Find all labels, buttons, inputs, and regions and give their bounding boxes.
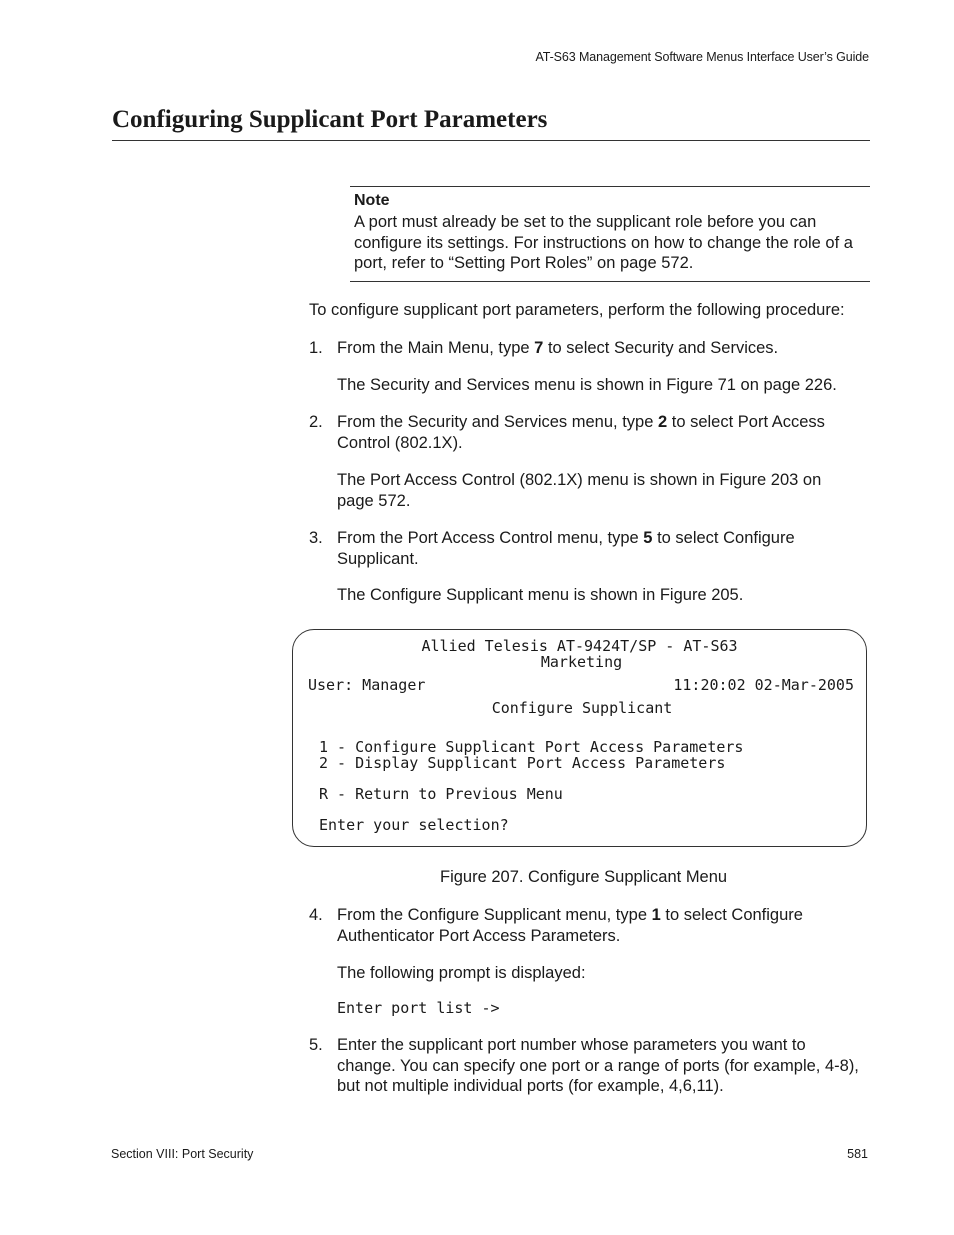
terminal-return-option: R - Return to Previous Menu xyxy=(319,785,563,803)
step-key: 1 xyxy=(651,906,661,924)
terminal-user: User: Manager xyxy=(308,676,426,694)
footer-section: Section VIII: Port Security xyxy=(111,1147,254,1161)
terminal-menu-option-2: 2 - Display Supplicant Port Access Parameters xyxy=(319,754,726,772)
terminal-prompt: Enter your selection? xyxy=(319,816,509,834)
step-key: 5 xyxy=(643,529,653,547)
intro-text: To configure supplicant port parameters, perform the following procedure: xyxy=(309,301,845,319)
step-key: 2 xyxy=(657,413,668,431)
step-text: From the Configure Supplicant menu, type 1 to select Configure Authenticator Port Access Parameters. xyxy=(337,906,803,945)
terminal-product-line: Allied Telesis AT-9424T/SP - AT-S63 xyxy=(421,637,738,655)
terminal-system-name: Marketing xyxy=(540,653,623,671)
note-text: A port must already be set to the supplicant role before you can configure its settings. For instructions on how to change the role of a port, refer to “Setting Port Roles” on page 572. xyxy=(354,213,853,272)
footer-page-number: 581 xyxy=(847,1147,868,1161)
terminal-timestamp: 11:20:02 02-Mar-2005 xyxy=(673,676,854,694)
running-header: AT-S63 Management Software Menus Interface User’s Guide xyxy=(535,50,869,64)
step-followup: The Security and Services menu is shown in Figure 71 on page 226. xyxy=(337,376,837,394)
step-followup: The Port Access Control (802.1X) menu is shown in Figure 203 on page 572. xyxy=(337,471,822,510)
step-text: From the Security and Services menu, type 2 to select Port Access Control (802.1X). xyxy=(337,413,825,452)
step-text: From the Main Menu, type 7 to select Security and Services. xyxy=(337,339,779,357)
title-rule xyxy=(112,140,870,141)
note-label: Note xyxy=(354,192,390,209)
section-title: Configuring Supplicant Port Parameters xyxy=(112,106,548,133)
step-followup: The Configure Supplicant menu is shown in Figure 205. xyxy=(337,586,744,604)
step-followup: The following prompt is displayed: xyxy=(337,964,586,982)
terminal-menu-option-1: 1 - Configure Supplicant Port Access Parameters xyxy=(319,738,744,756)
step-number: 4. xyxy=(309,906,323,924)
step-number: 5. xyxy=(309,1036,323,1054)
note-box xyxy=(350,186,870,282)
step-text: Enter the supplicant port number whose parameters you want to change. You can specify one port or a range of ports (for example, 4-8), but not multiple individual ports (for example, 4,6,11). xyxy=(337,1036,859,1095)
step-number: 1. xyxy=(309,339,323,357)
step-number: 2. xyxy=(309,413,323,431)
port-list-prompt: Enter port list -> xyxy=(337,999,500,1017)
step-text: From the Port Access Control menu, type 5 to select Configure Supplicant. xyxy=(337,529,795,568)
terminal-menu-title: Configure Supplicant xyxy=(491,699,673,717)
step-key: 7 xyxy=(534,339,544,357)
figure-caption: Figure 207. Configure Supplicant Menu xyxy=(440,868,728,886)
terminal-screen xyxy=(292,629,867,847)
step-number: 3. xyxy=(309,529,323,547)
